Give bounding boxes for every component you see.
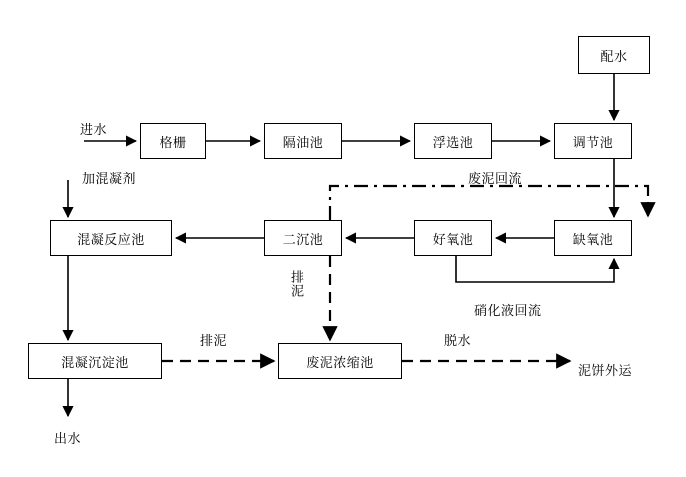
node-hunning-chending-chi[interactable] xyxy=(28,343,162,379)
label-jia-hunningji: 加混凝剂 xyxy=(82,171,137,186)
label-nibing-waiyun: 泥饼外运 xyxy=(578,363,633,378)
node-peishui[interactable] xyxy=(578,36,650,74)
node-label: 格栅 xyxy=(159,134,187,150)
node-label: 浮选池 xyxy=(432,134,474,150)
node-label: 混凝反应池 xyxy=(77,231,145,247)
node-quehyangchi[interactable] xyxy=(554,220,632,256)
node-label: 废泥浓缩池 xyxy=(306,354,374,370)
node-feini-nongsuo-chi[interactable] xyxy=(278,343,402,379)
label-paini: 排泥 xyxy=(200,333,228,348)
label-jinshui: 进水 xyxy=(80,122,108,137)
label-chushui: 出水 xyxy=(54,431,82,446)
node-erchenchi[interactable] xyxy=(264,220,342,256)
label-tuoshui: 脱水 xyxy=(444,333,472,348)
node-label: 好氧池 xyxy=(432,231,474,247)
node-fuxuanchi[interactable] xyxy=(414,123,492,159)
node-label: 配水 xyxy=(600,48,628,64)
label-xiaohuaye-huiliu: 硝化液回流 xyxy=(474,303,542,318)
node-label: 混凝沉淀池 xyxy=(61,354,129,370)
label-feini-huiliu: 废泥回流 xyxy=(468,171,523,186)
node-geyouchi[interactable] xyxy=(264,123,342,159)
node-label: 调节池 xyxy=(572,134,614,150)
label-paini-vertical: 排泥 xyxy=(289,270,304,298)
node-geshan[interactable] xyxy=(140,123,206,159)
node-label: 缺氧池 xyxy=(572,231,614,247)
node-haoyangchi[interactable] xyxy=(414,220,492,256)
node-hunning-fanying-chi[interactable] xyxy=(50,220,172,256)
node-label: 二沉池 xyxy=(282,231,324,247)
node-label: 隔油池 xyxy=(282,134,324,150)
node-tiaojiechi[interactable] xyxy=(554,123,632,159)
